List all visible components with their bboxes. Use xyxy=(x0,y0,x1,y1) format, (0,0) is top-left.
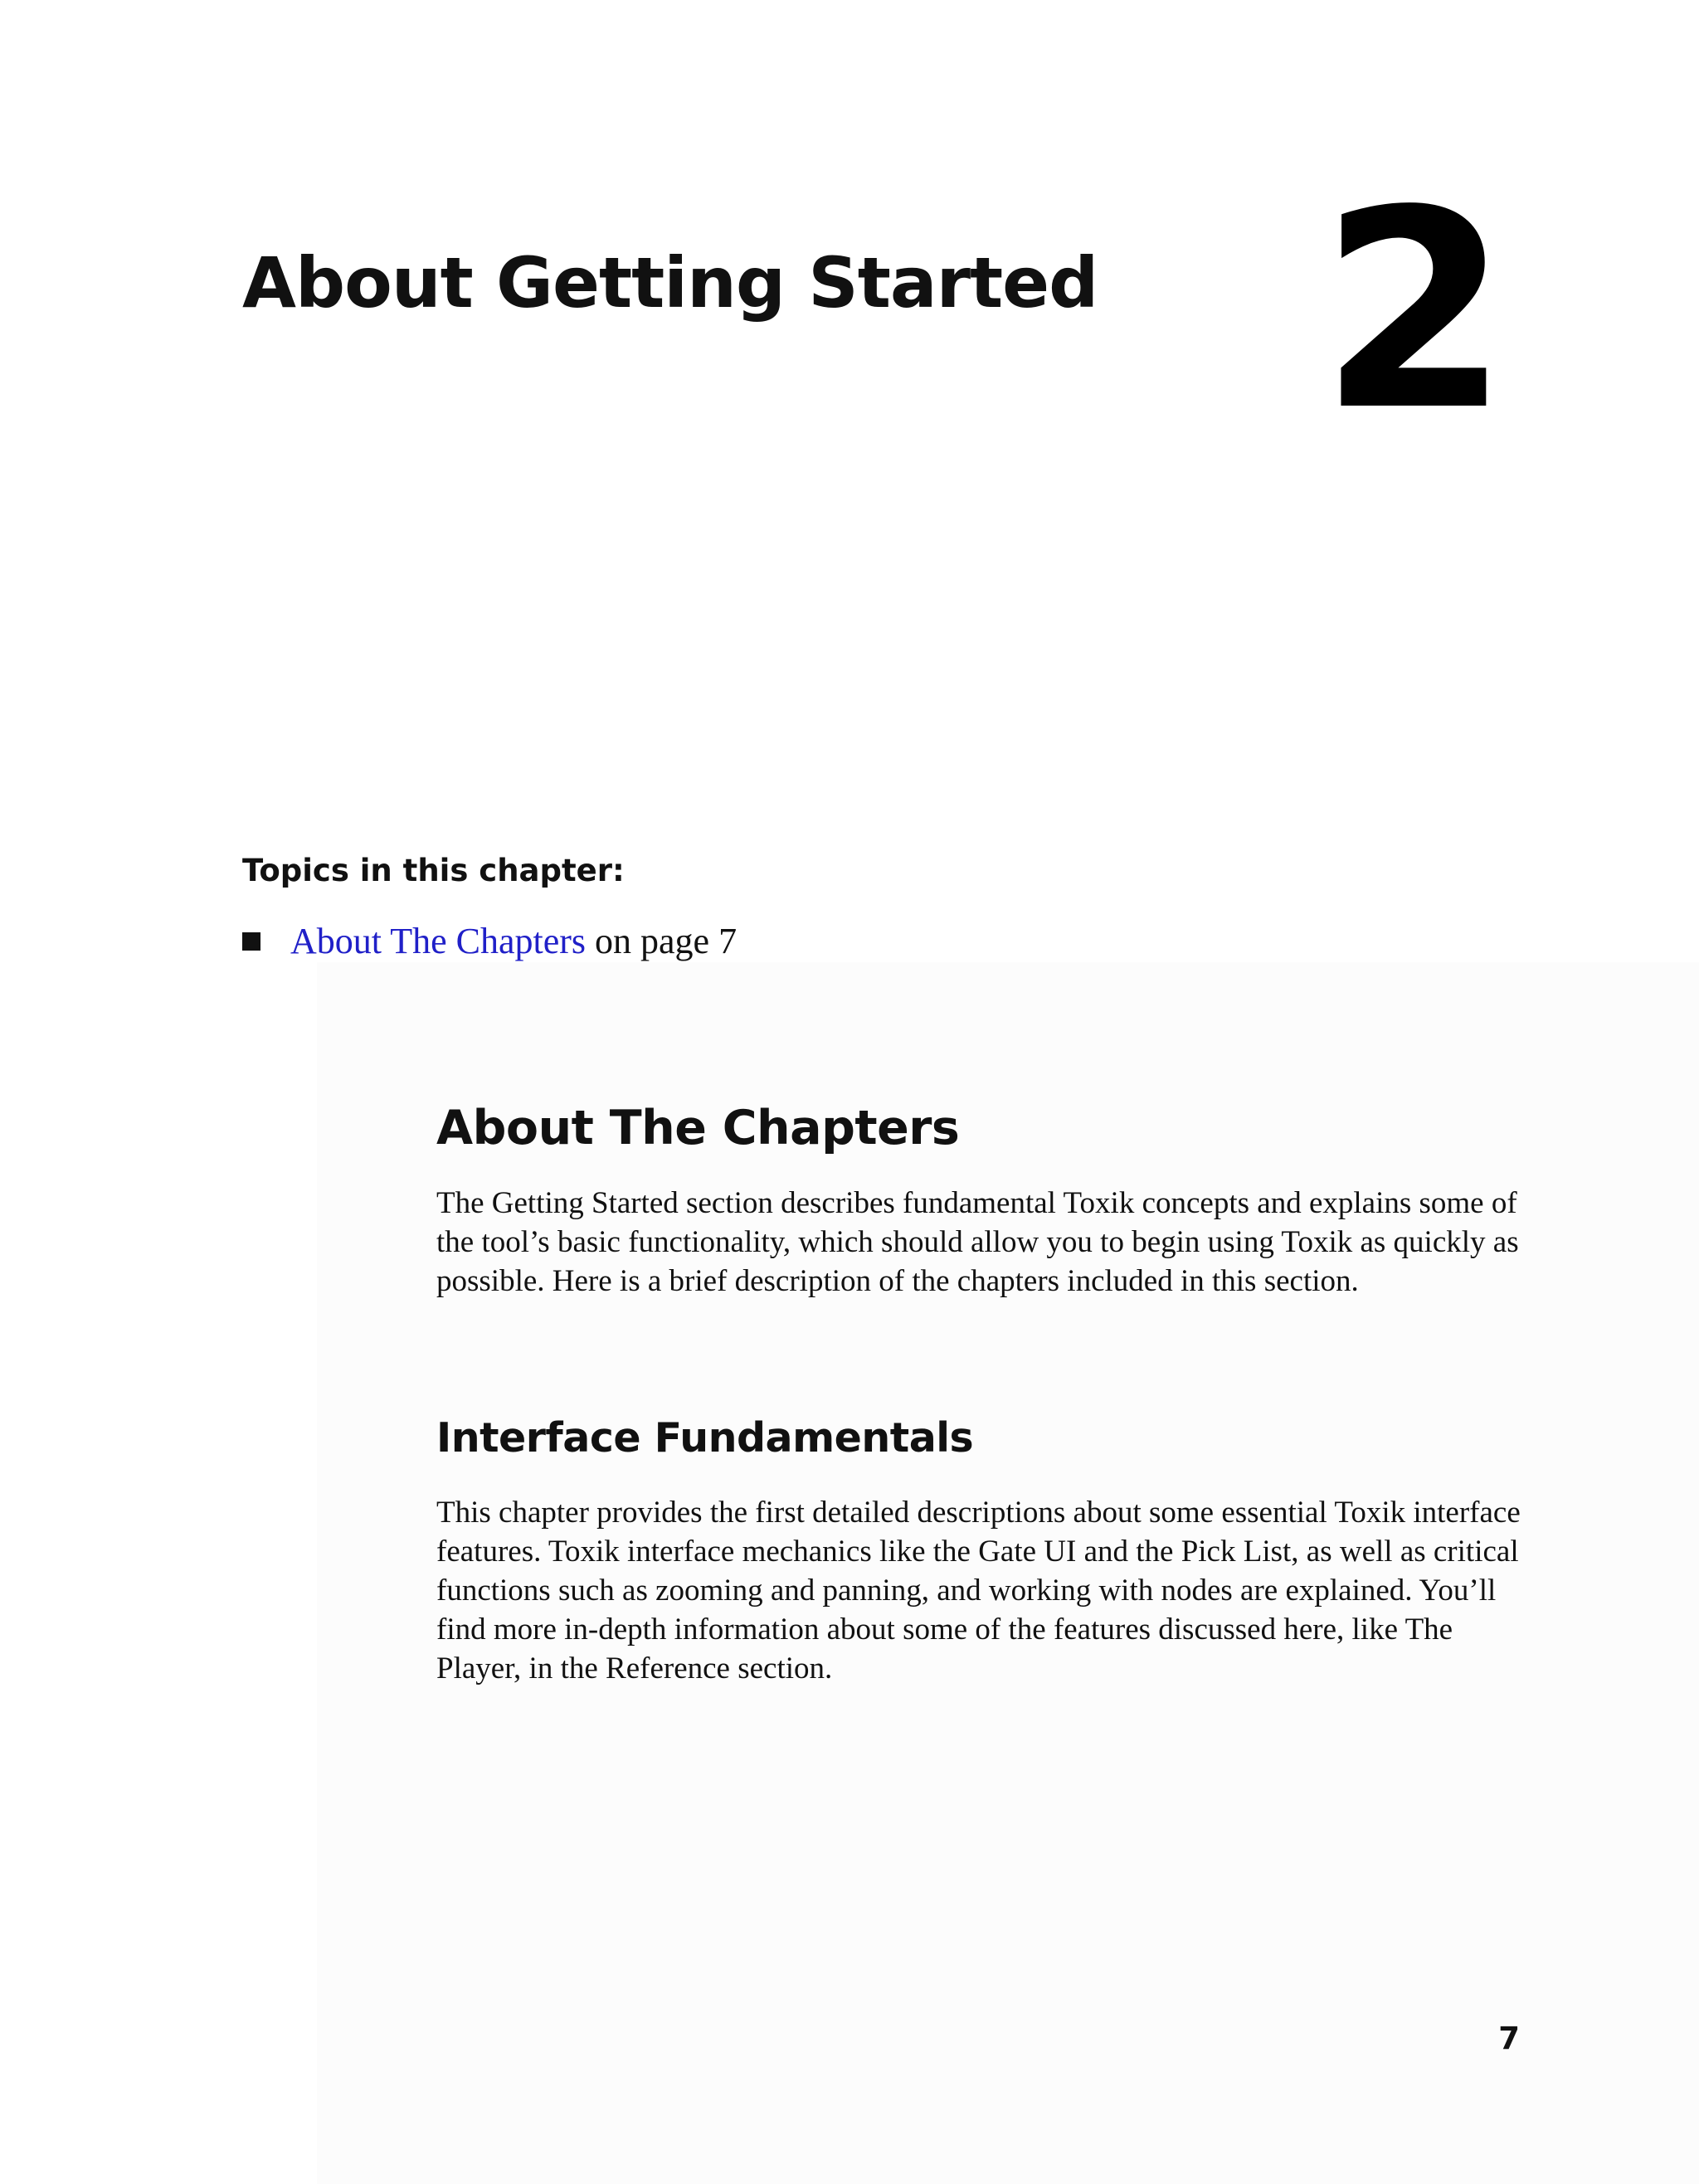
section-body-about-the-chapters: The Getting Started section describes fundamental Toxik concepts and explains some of the tool’s basic functionality, which should allow you to begin using Toxik as quickly as possible. Here is a brief description of the chapters included in this section. xyxy=(436,1186,1519,1298)
chapter-number: 2 xyxy=(1319,152,1510,470)
topics-heading: Topics in this chapter: xyxy=(242,853,625,888)
topic-link-about-the-chapters[interactable]: About The Chapters xyxy=(290,921,587,961)
section-body-interface-fundamentals: This chapter provides the first detailed descriptions about some essential Toxik interface features. Toxik interface mechanics like the Gate UI and the Pick List, as well as critical functions such as zooming and panning, and working with nodes are explained. You’ll find more in-depth information about some of the features discussed here, like The Player, in the Reference section. xyxy=(436,1496,1521,1685)
section-heading-about-the-chapters: About The Chapters xyxy=(436,1101,960,1155)
page-number: 7 xyxy=(1498,2021,1520,2056)
section-heading-interface-fundamentals: Interface Fundamentals xyxy=(436,1414,974,1462)
topic-list-item xyxy=(242,914,737,969)
chapter-title: About Getting Started xyxy=(242,242,1098,323)
topic-text xyxy=(290,914,737,969)
square-bullet-icon xyxy=(242,932,260,951)
topic-page-reference: on page 7 xyxy=(586,921,738,961)
